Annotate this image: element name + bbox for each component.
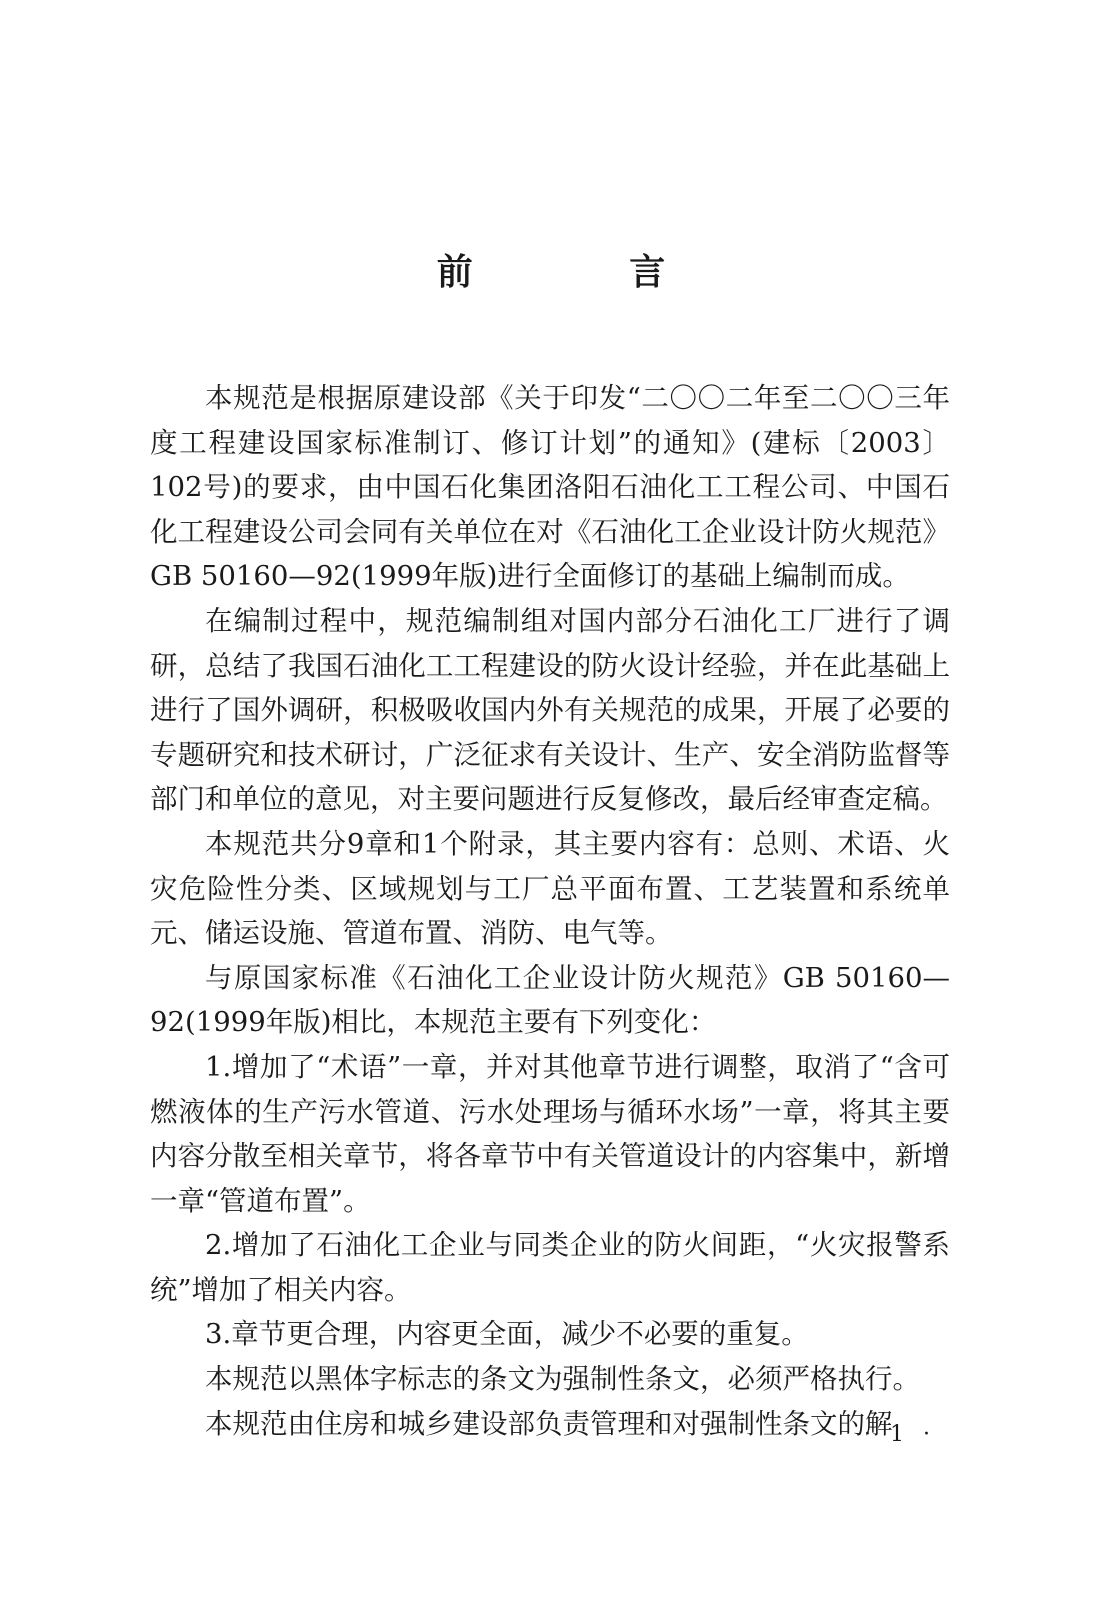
paragraph-1: 本规范是根据原建设部《关于印发“二〇〇二年至二〇〇三年度工程建设国家标准制订、修订计划”的通知》(建标〔2003〕102号)的要求，由中国石化集团洛阳石油化工工程公司、中国石化工程建设公司会同有关单位在对《石油化工企业设计防火规范》GB 50160—92(1999年版)进行全面修订的基础上编制而成。	[150, 382, 950, 593]
paragraph-2: 在编制过程中，规范编制组对国内部分石油化工厂进行了调研，总结了我国石油化工工程建设的防火设计经验，并在此基础上进行了国外调研，积极吸收国内外有关规范的成果，开展了必要的专题研究和技术研讨，广泛征求有关设计、生产、安全消防监督等部门和单位的意见，对主要问题进行反复修改，最后经审查定稿。	[150, 604, 950, 816]
paragraph-8: 本规范以黑体字标志的条文为强制性条文，必须严格执行。	[205, 1363, 920, 1396]
paragraph-3: 本规范共分9章和1个附录，其主要内容有：总则、术语、火灾危险性分类、区域规划与工厂总平面布置、工艺装置和系统单元、储运设施、管道布置、消防、电气等。	[150, 827, 950, 950]
page-title: 前 言	[436, 252, 738, 293]
page-number: · 1 ·	[864, 1422, 936, 1447]
preface-body	[150, 376, 950, 1446]
paragraph-4: 与原国家标准《石油化工企业设计防火规范》GB 50160—92(1999年版)相比，本规范主要有下列变化：	[150, 961, 950, 1039]
paragraph-7: 3.章节更合理，内容更全面，减少不必要的重复。	[205, 1318, 809, 1351]
paragraph-6: 2.增加了石油化工企业与同类企业的防火间距，“火灾报警系统”增加了相关内容。	[150, 1229, 950, 1306]
paragraph-9: 本规范由住房和城乡建设部负责管理和对强制性条文的解	[205, 1407, 893, 1440]
paragraph-5: 1.增加了“术语”一章，并对其他章节进行调整，取消了“含可燃液体的生产污水管道、污水处理场与循环水场”一章，将其主要内容分散至相关章节，将各章节中有关管道设计的内容集中，新增一章“管道布置”。	[150, 1050, 950, 1217]
